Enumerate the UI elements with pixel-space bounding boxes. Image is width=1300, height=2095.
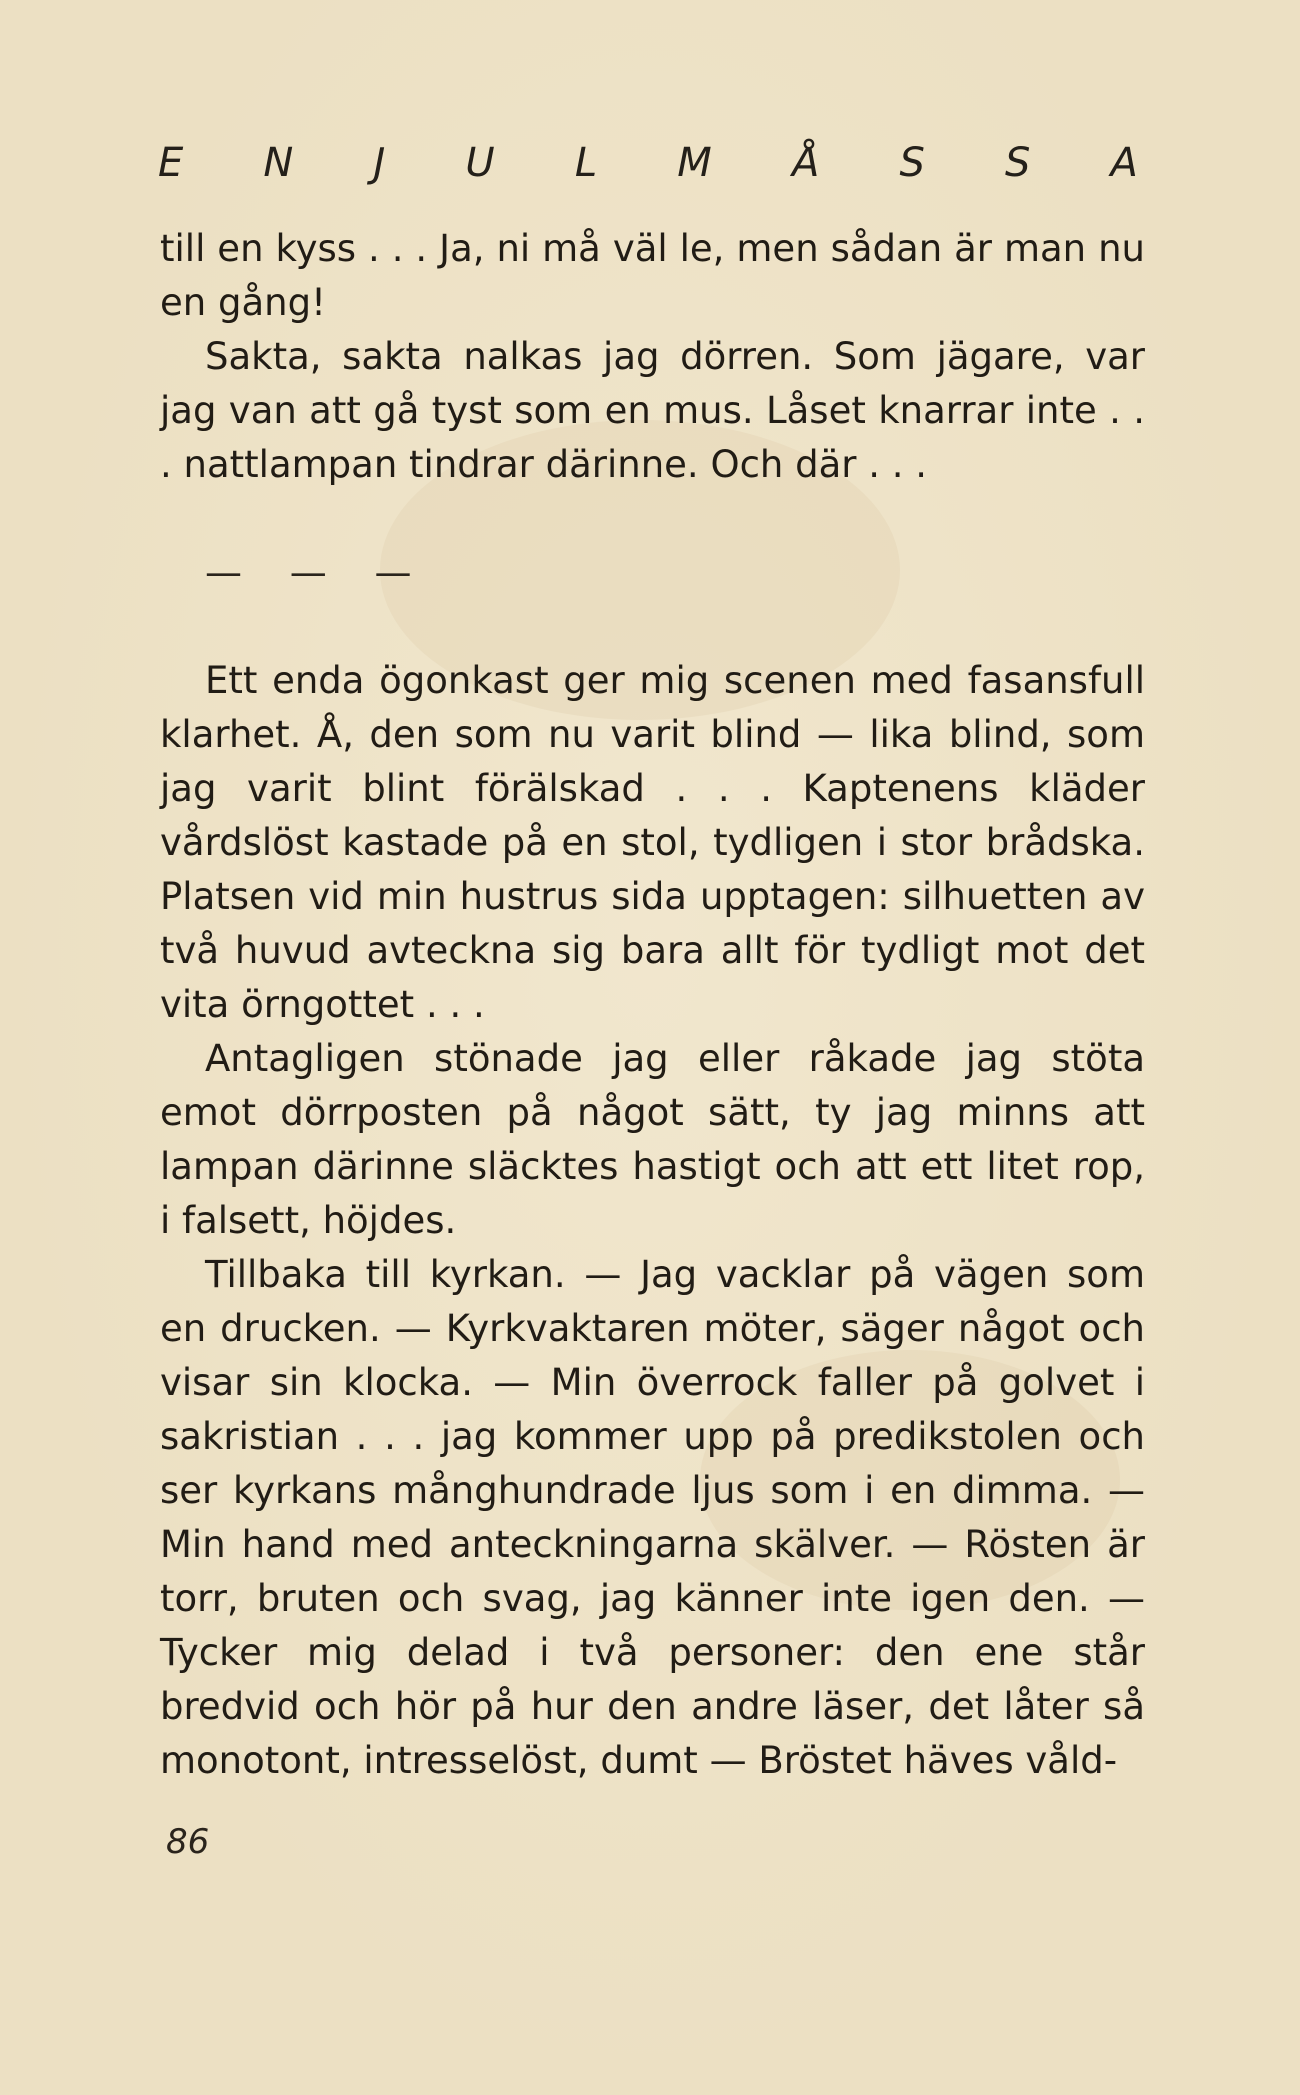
running-head-letter: U: [465, 140, 495, 186]
running-head-letter: E: [158, 140, 184, 186]
page-number: 86: [166, 1822, 210, 1862]
running-head-letter: N: [263, 140, 294, 186]
body-text: [160, 222, 1145, 1788]
section-separator: — — —: [205, 551, 430, 594]
running-head-letter: Å: [791, 140, 820, 186]
paragraph: till en kyss . . . Ja, ni må väl le, men sådan är man nu en gång!: [160, 227, 1145, 324]
running-head: [158, 140, 1138, 186]
running-head-letter: M: [677, 140, 712, 186]
paragraph: Sakta, sakta nalkas jag dörren. Som jägare, var jag van att gå tyst som en mus. Låset knarrar inte . . . nattlampan tindrar därinne. Och där . . .: [160, 335, 1145, 486]
paragraph: Tillbaka till kyrkan. — Jag vacklar på vägen som en drucken. — Kyrkvaktaren möter, säger något och visar sin klocka. — Min överrock faller på golvet i sakristian . . . jag kommer upp på predikstolen och ser kyrkans månghundrade ljus som i en dimma. — Min hand med anteckningarna skälver. — Rösten är torr, bruten och svag, jag känner inte igen den. — Tycker mig delad i två personer: den ene står bredvid och hör på hur den andre läser, det låter så monotont, intresselöst, dumt — Bröstet häves våld-: [160, 1253, 1145, 1782]
running-head-letter: A: [1110, 140, 1138, 186]
paragraph: Antagligen stönade jag eller råkade jag stöta emot dörrposten på något sätt, ty jag minns att lampan därinne släcktes hastigt och att ett litet rop, i falsett, höjdes.: [160, 1037, 1145, 1242]
running-head-letter: L: [574, 140, 598, 186]
running-head-letter: S: [1004, 140, 1031, 186]
running-head-letter: J: [373, 140, 386, 186]
running-head-letter: S: [899, 140, 925, 186]
paragraph: Ett enda ögonkast ger mig scenen med fasansfull klarhet. Å, den som nu varit blind — lika blind, som jag varit blint förälskad . . . Kaptenens kläder vårdslöst kastade på en stol, tydligen i stor brådska. Platsen vid min hustrus sida upptagen: silhuetten av två huvud avteckna sig bara allt för tydligt mot det vita örngottet . . .: [160, 659, 1145, 1026]
